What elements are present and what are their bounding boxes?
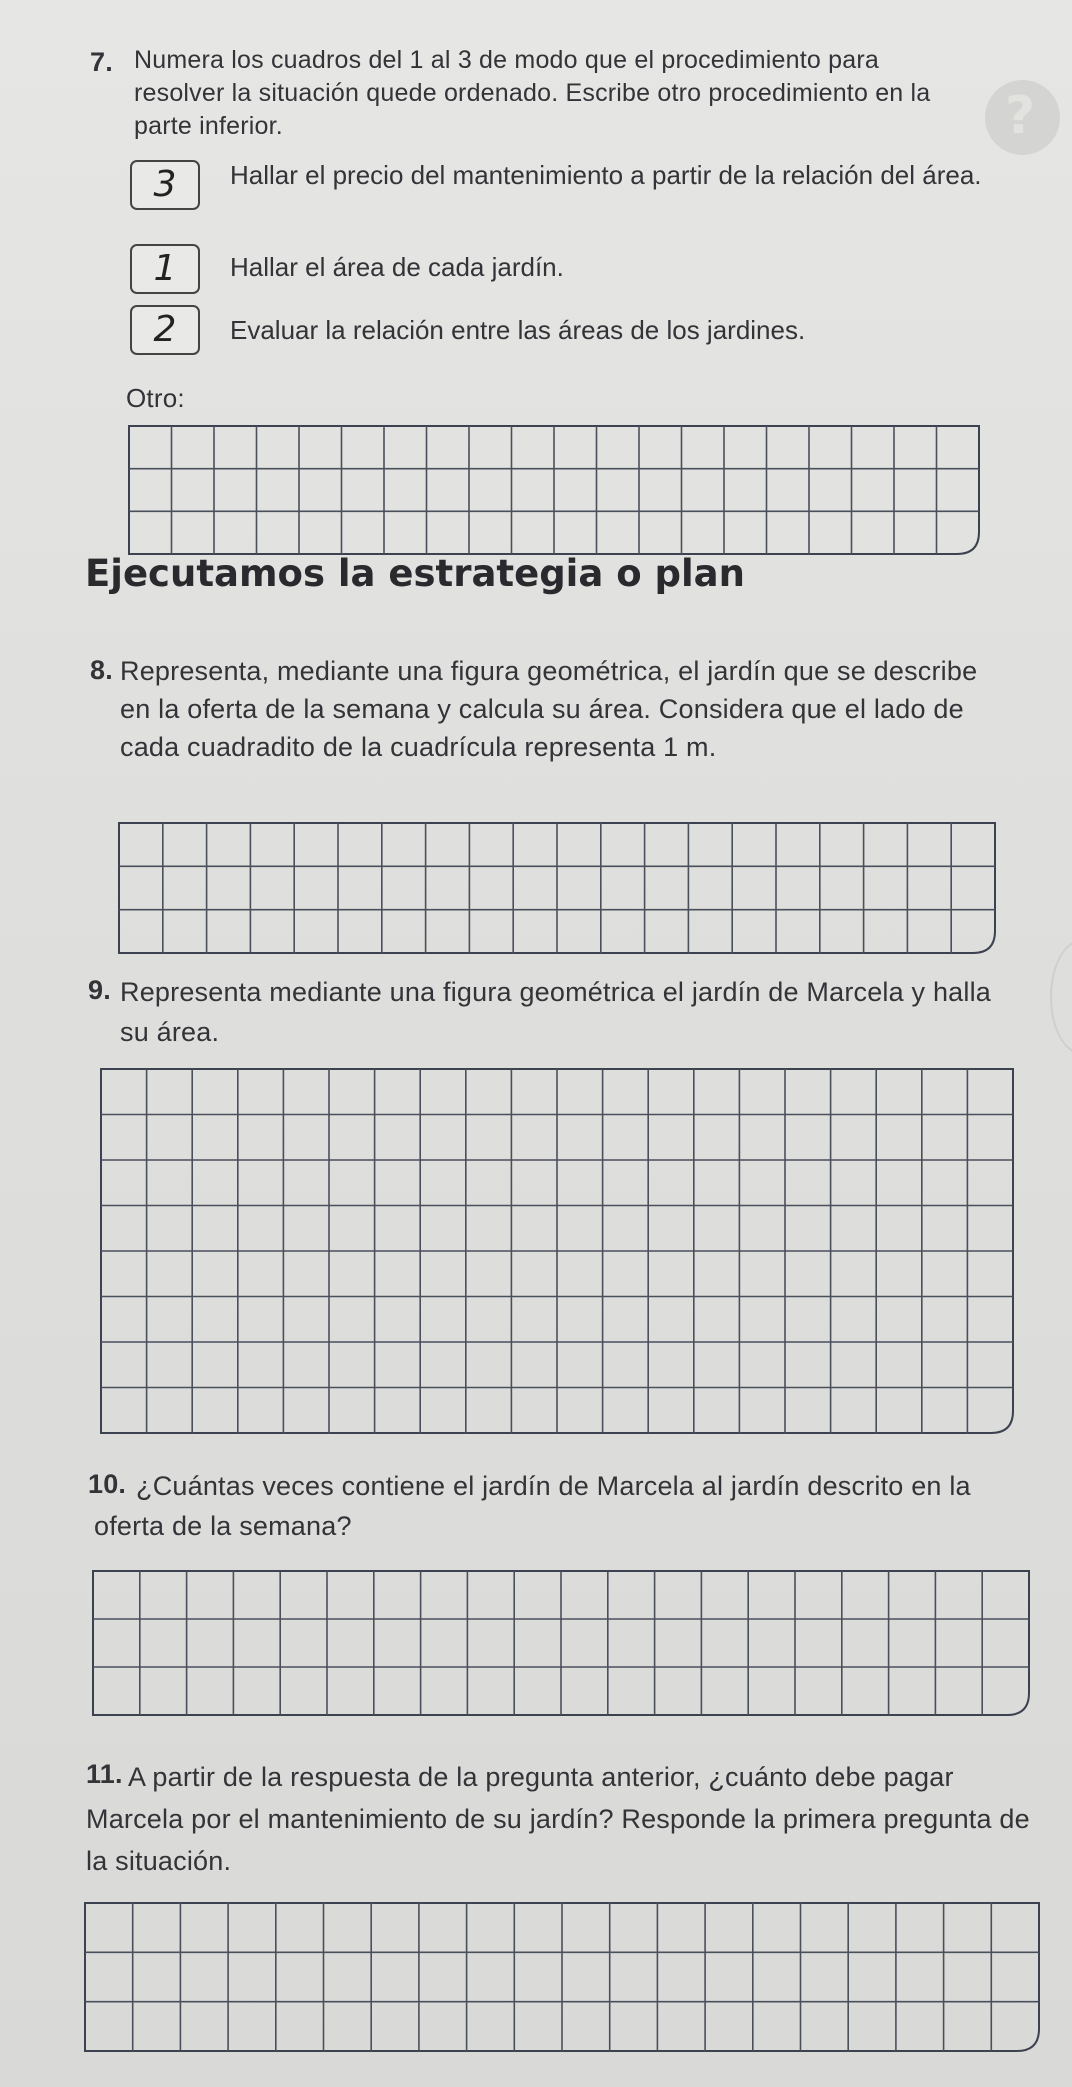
q10-answer-grid[interactable]: [92, 1570, 1030, 1716]
order-box[interactable]: 2: [130, 305, 200, 355]
q11-text: A partir de la respuesta de la pregunta anterior, ¿cuánto debe pagar Marcela por el mantenimiento de su jardín? Responde la primera pregunta de la situación.: [86, 1762, 1030, 1876]
q9-number: 9.: [88, 975, 111, 1005]
q7-answer-grid[interactable]: [128, 425, 980, 555]
section-heading: Ejecutamos la estrategia o plan: [85, 552, 745, 595]
q7-text: Numera los cuadros del 1 al 3 de modo que el procedimiento para resolver la situación quede ordenado. Escribe otro procedimiento en la parte inferior.: [134, 46, 931, 140]
step-label: Hallar el área de cada jardín.: [230, 252, 564, 282]
q10-text: ¿Cuántas veces contiene el jardín de Marcela al jardín descrito en la oferta de la semana?: [94, 1471, 971, 1541]
q8-number: 8.: [90, 655, 113, 685]
step-label: Hallar el precio del mantenimiento a partir de la relación del área.: [230, 160, 982, 190]
question-mark-icon: [985, 80, 1060, 155]
order-box[interactable]: 1: [130, 244, 200, 294]
page-edge-tab: [1050, 940, 1072, 1054]
q9-answer-grid[interactable]: [100, 1068, 1014, 1434]
q8-text: Representa, mediante una figura geométrica, el jardín que se describe en la oferta de la semana y calcula su área. Considera que el lado de cada cuadradito de la cuadrícula representa 1 m.: [120, 656, 978, 762]
step-label: Evaluar la relación entre las áreas de los jardines.: [230, 315, 806, 345]
q7-other-label: Otro:: [126, 383, 185, 413]
q11-answer-grid[interactable]: [84, 1902, 1040, 2052]
q7-number: 7.: [90, 47, 113, 77]
question-mark-glyph: ?: [1005, 86, 1036, 146]
q9-text: Representa mediante una figura geométrica el jardín de Marcela y halla su área.: [120, 977, 991, 1047]
q10-number: 10.: [88, 1469, 127, 1499]
q11-number: 11.: [86, 1759, 123, 1789]
order-box[interactable]: 3: [130, 160, 200, 210]
q8-answer-grid[interactable]: [118, 822, 996, 954]
